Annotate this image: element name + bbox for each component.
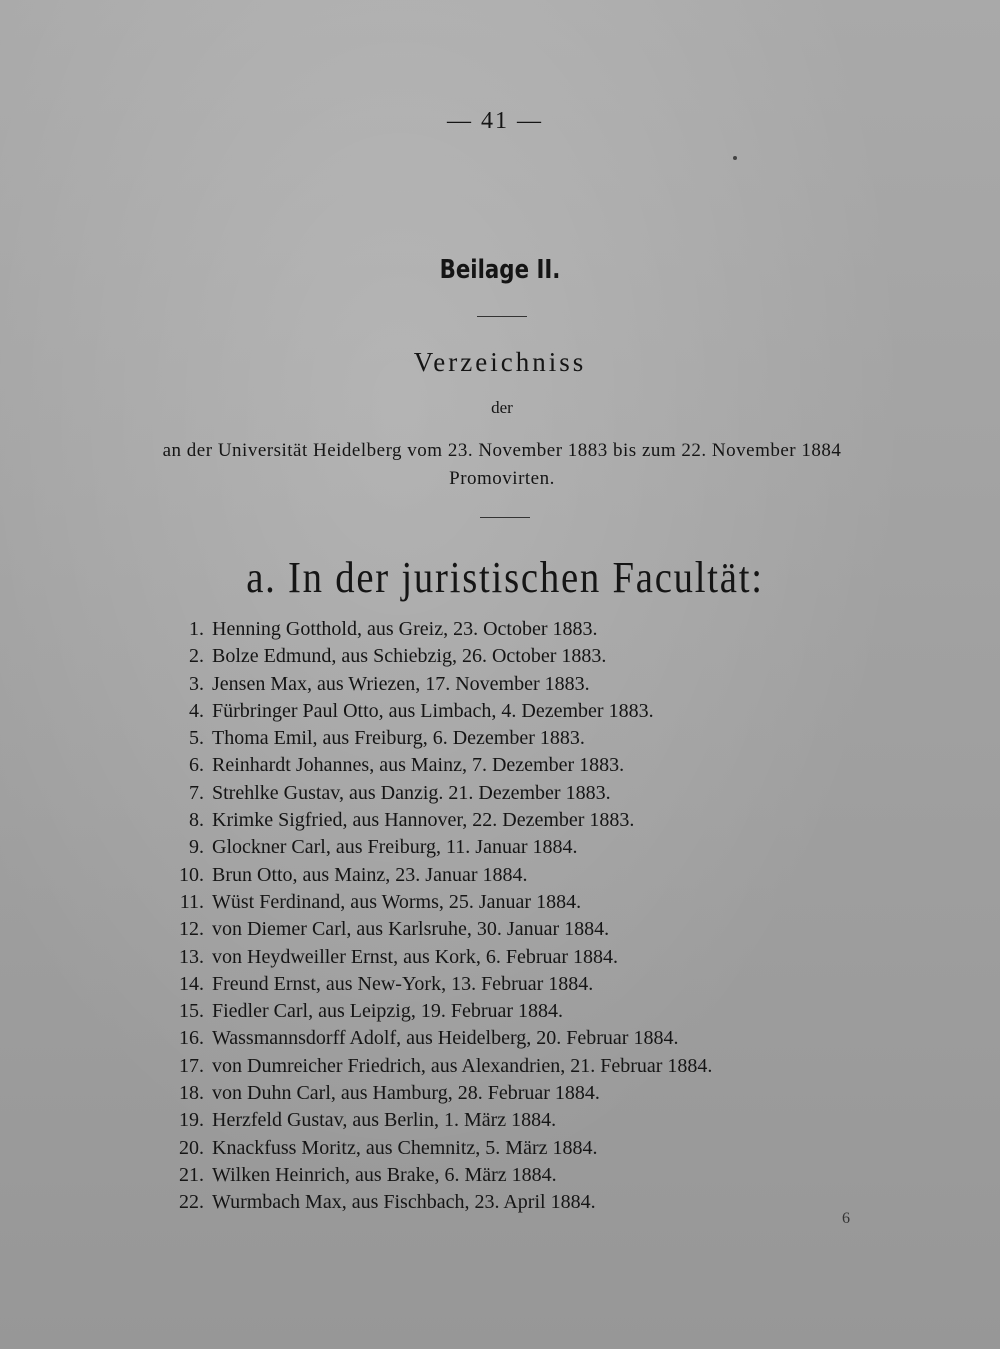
entry-number: 4.: [189, 699, 204, 722]
divider-rule: [477, 316, 527, 317]
entry-text: Herzfeld Gustav, aus Berlin, 1. März 1884.: [212, 1109, 557, 1132]
divider-rule: [480, 517, 530, 518]
list-item: [0, 698, 1000, 725]
entry-text: Fürbringer Paul Otto, aus Limbach, 4. Dezember 1883.: [212, 699, 654, 722]
page-number: — 41 —: [447, 108, 543, 134]
entry-text: Wassmannsdorff Adolf, aus Heidelberg, 20. Februar 1884.: [212, 1027, 679, 1050]
paper-speck: [733, 156, 737, 160]
entry-number: 6.: [189, 754, 204, 777]
entry-number: 20.: [179, 1136, 204, 1159]
list-item: [0, 616, 1000, 643]
entry-number: 13.: [179, 945, 204, 968]
list-item: [0, 1080, 1000, 1107]
entry-number: 12.: [179, 918, 204, 941]
entry-number: 5.: [189, 727, 204, 750]
section-heading: a. In der juristischen Facultät:: [246, 553, 764, 602]
entry-text: Wilken Heinrich, aus Brake, 6. März 1884.: [212, 1163, 557, 1186]
title-connector: der: [491, 398, 513, 417]
entry-number: 18.: [179, 1082, 204, 1105]
entry-number: 21.: [179, 1163, 204, 1186]
entry-text: von Diemer Carl, aus Karlsruhe, 30. Januar 1884.: [212, 918, 610, 941]
entry-text: Fiedler Carl, aus Leipzig, 19. Februar 1884.: [212, 1000, 564, 1023]
list-item: [0, 834, 1000, 861]
entry-text: Wüst Ferdinand, aus Worms, 25. Januar 1884.: [212, 890, 582, 913]
entry-text: Glockner Carl, aus Freiburg, 11. Januar 1884.: [212, 836, 578, 859]
list-item: [0, 1025, 1000, 1052]
entry-number: 7.: [189, 781, 204, 804]
entry-number: 9.: [189, 836, 204, 859]
entry-number: 3.: [189, 672, 204, 695]
list-item: [0, 643, 1000, 670]
entry-text: Brun Otto, aus Mainz, 23. Januar 1884.: [212, 863, 528, 886]
entry-text: Bolze Edmund, aus Schiebzig, 26. October 1883.: [212, 645, 607, 668]
entry-number: 22.: [179, 1191, 204, 1214]
entry-number: 19.: [179, 1109, 204, 1132]
entry-text: Freund Ernst, aus New-York, 13. Februar 1884.: [212, 972, 594, 995]
entry-text: von Heydweiller Ernst, aus Kork, 6. Februar 1884.: [212, 945, 619, 968]
list-item: [0, 1053, 1000, 1080]
list-item: [0, 889, 1000, 916]
entry-number: 8.: [189, 809, 204, 832]
entry-number: 11.: [179, 890, 204, 913]
document-title: Verzeichniss: [413, 347, 587, 377]
entry-number: 15.: [179, 1000, 204, 1023]
list-item: [0, 1189, 1000, 1216]
list-item: [0, 1162, 1000, 1189]
description-line-2: Promovirten.: [449, 468, 555, 489]
entry-number: 2.: [189, 645, 204, 668]
entry-number: 10.: [179, 863, 204, 886]
list-item: [0, 807, 1000, 834]
entry-text: Thoma Emil, aus Freiburg, 6. Dezember 1883.: [212, 727, 585, 750]
list-item: [0, 1135, 1000, 1162]
appendix-label: Beilage II.: [439, 255, 561, 285]
entry-number: 14.: [179, 972, 204, 995]
entry-number: 16.: [179, 1027, 204, 1050]
description-line-1: an der Universität Heidelberg vom 23. November 1883 bis zum 22. November 1884: [162, 440, 842, 461]
entry-number: 17.: [179, 1054, 204, 1077]
entry-number: 1.: [189, 618, 204, 640]
entry-text: Reinhardt Johannes, aus Mainz, 7. Dezember 1883.: [212, 754, 625, 777]
list-item: [0, 1107, 1000, 1134]
entry-text: Jensen Max, aus Wriezen, 17. November 1883.: [212, 672, 590, 695]
graduate-list: [0, 616, 1000, 1217]
entry-text: von Duhn Carl, aus Hamburg, 28. Februar 1884.: [212, 1082, 600, 1105]
entry-text: Wurmbach Max, aus Fischbach, 23. April 1884.: [212, 1191, 596, 1214]
signature-mark: 6: [842, 1210, 850, 1227]
list-item: [0, 944, 1000, 971]
list-item: [0, 780, 1000, 807]
entry-text: Henning Gotthold, aus Greiz, 23. October 1883.: [212, 618, 598, 640]
list-item: [0, 725, 1000, 752]
list-item: [0, 916, 1000, 943]
entry-text: Strehlke Gustav, aus Danzig. 21. Dezember 1883.: [212, 781, 611, 804]
list-item: [0, 752, 1000, 779]
entry-text: Krimke Sigfried, aus Hannover, 22. Dezember 1883.: [212, 809, 635, 832]
entry-text: Knackfuss Moritz, aus Chemnitz, 5. März 1884.: [212, 1136, 598, 1159]
list-item: [0, 971, 1000, 998]
list-item: [0, 862, 1000, 889]
list-item: [0, 998, 1000, 1025]
list-item: [0, 671, 1000, 698]
entry-text: von Dumreicher Friedrich, aus Alexandrien, 21. Februar 1884.: [212, 1054, 713, 1077]
